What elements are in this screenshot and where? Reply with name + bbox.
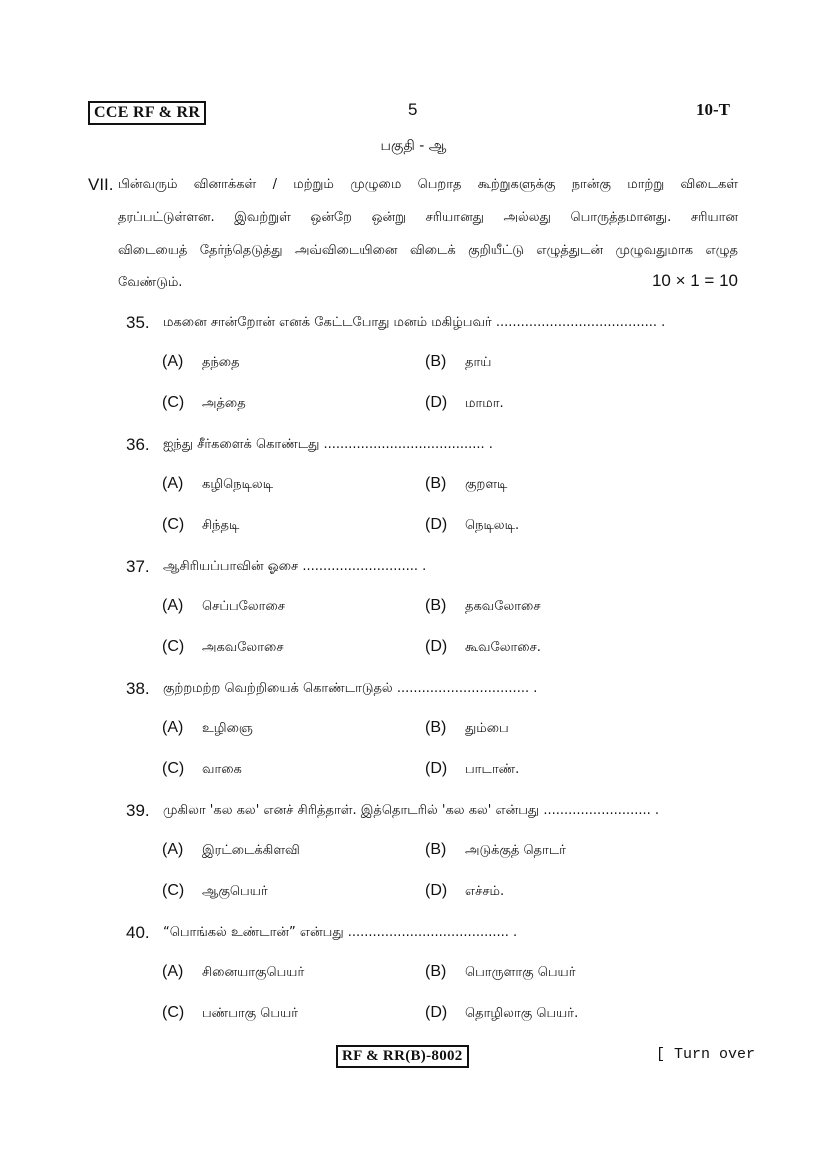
question-37 bbox=[0, 557, 827, 677]
section-number: VII. bbox=[88, 175, 114, 194]
question-35 bbox=[0, 313, 827, 433]
option-b: (B) தகவலோசை bbox=[425, 597, 541, 614]
question-text: குற்றமற்ற வெற்றியைக் கொண்டாடுதல் ................................ . bbox=[163, 681, 538, 696]
instruction-line-3: விடையைத் தேர்ந்தெடுத்து அவ்விடையினை விடைக் குறியீட்டு எழுத்துடன் முழுவதுமாக எழுத bbox=[118, 243, 738, 258]
marks-allocation: 10 × 1 = 10 bbox=[651, 271, 738, 290]
question-number: 37. bbox=[126, 557, 150, 576]
option-a: (A) தந்தை bbox=[162, 353, 240, 370]
option-c: (C) ஆகுபெயர் bbox=[162, 882, 268, 899]
option-b: (B) தாய் bbox=[425, 353, 492, 370]
option-c: (C) அத்தை bbox=[162, 394, 246, 411]
question-39 bbox=[0, 801, 827, 921]
question-36 bbox=[0, 435, 827, 555]
option-d: (D) கூவலோசை. bbox=[425, 638, 541, 655]
question-text: ஐந்து சீர்களைக் கொண்டது ....................................... . bbox=[163, 437, 493, 452]
question-number: 35. bbox=[126, 313, 150, 332]
option-a: (A) இரட்டைக்கிளவி bbox=[162, 841, 300, 858]
option-b: (B) குறளடி bbox=[425, 475, 508, 492]
instruction-line-1: பின்வரும் வினாக்கள் / மற்றும் முழுமை பெறாத கூற்றுகளுக்கு நான்கு மாற்று விடைகள் bbox=[118, 177, 738, 192]
question-number: 39. bbox=[126, 801, 150, 820]
footer-paper-code: RF & RR(B)-8002 bbox=[336, 1045, 469, 1068]
option-d: (D) மாமா. bbox=[425, 394, 504, 411]
question-38 bbox=[0, 679, 827, 799]
option-a: (A) சினையாகுபெயர் bbox=[162, 963, 305, 980]
section-title: பகுதி - ஆ bbox=[380, 138, 447, 154]
subject-code: 10-T bbox=[696, 100, 730, 119]
option-b: (B) அடுக்குத் தொடர் bbox=[425, 841, 566, 858]
option-c: (C) சிந்தடி bbox=[162, 516, 240, 533]
question-number: 36. bbox=[126, 435, 150, 454]
option-d: (D) எச்சம். bbox=[425, 882, 505, 899]
option-b: (B) தும்பை bbox=[425, 719, 509, 736]
option-a: (A) கழிநெடிலடி bbox=[162, 475, 274, 492]
question-text: ஆசிரியப்பாவின் ஓசை ............................ . bbox=[163, 559, 427, 574]
option-c: (C) பண்பாகு பெயர் bbox=[162, 1004, 299, 1021]
paper-code-box: CCE RF & RR bbox=[88, 101, 206, 125]
option-d: (D) நெடிலடி. bbox=[425, 516, 520, 533]
question-40 bbox=[0, 923, 827, 1043]
option-b: (B) பொருளாகு பெயர் bbox=[425, 963, 576, 980]
question-number: 38. bbox=[126, 679, 150, 698]
option-a: (A) செப்பலோசை bbox=[162, 597, 285, 614]
question-text: “பொங்கல் உண்டான்” என்பது ....................................... . bbox=[163, 925, 518, 940]
option-d: (D) தொழிலாகு பெயர். bbox=[425, 1004, 579, 1021]
page-number: 5 bbox=[408, 100, 418, 119]
option-d: (D) பாடாண். bbox=[425, 760, 520, 777]
question-text: முகிலா 'கல கல' எனச் சிரித்தாள். இத்தொடரில் 'கல கல' என்பது .......................... . bbox=[163, 803, 660, 818]
instruction-line-4: வேண்டும். bbox=[118, 275, 183, 290]
question-text: மகனை சான்றோன் எனக் கேட்டபோது மனம் மகிழ்பவர் ....................................... . bbox=[163, 315, 666, 330]
option-c: (C) வாகை bbox=[162, 760, 242, 777]
turn-over-label: [ Turn over bbox=[656, 1046, 756, 1063]
question-number: 40. bbox=[126, 923, 150, 942]
instruction-line-2: தரப்பட்டுள்ளன. இவற்றுள் ஒன்றே ஒன்று சரியானது அல்லது பொருத்தமானது. சரியான bbox=[118, 210, 738, 225]
option-a: (A) உழிஞை bbox=[162, 719, 253, 736]
option-c: (C) அகவலோசை bbox=[162, 638, 284, 655]
